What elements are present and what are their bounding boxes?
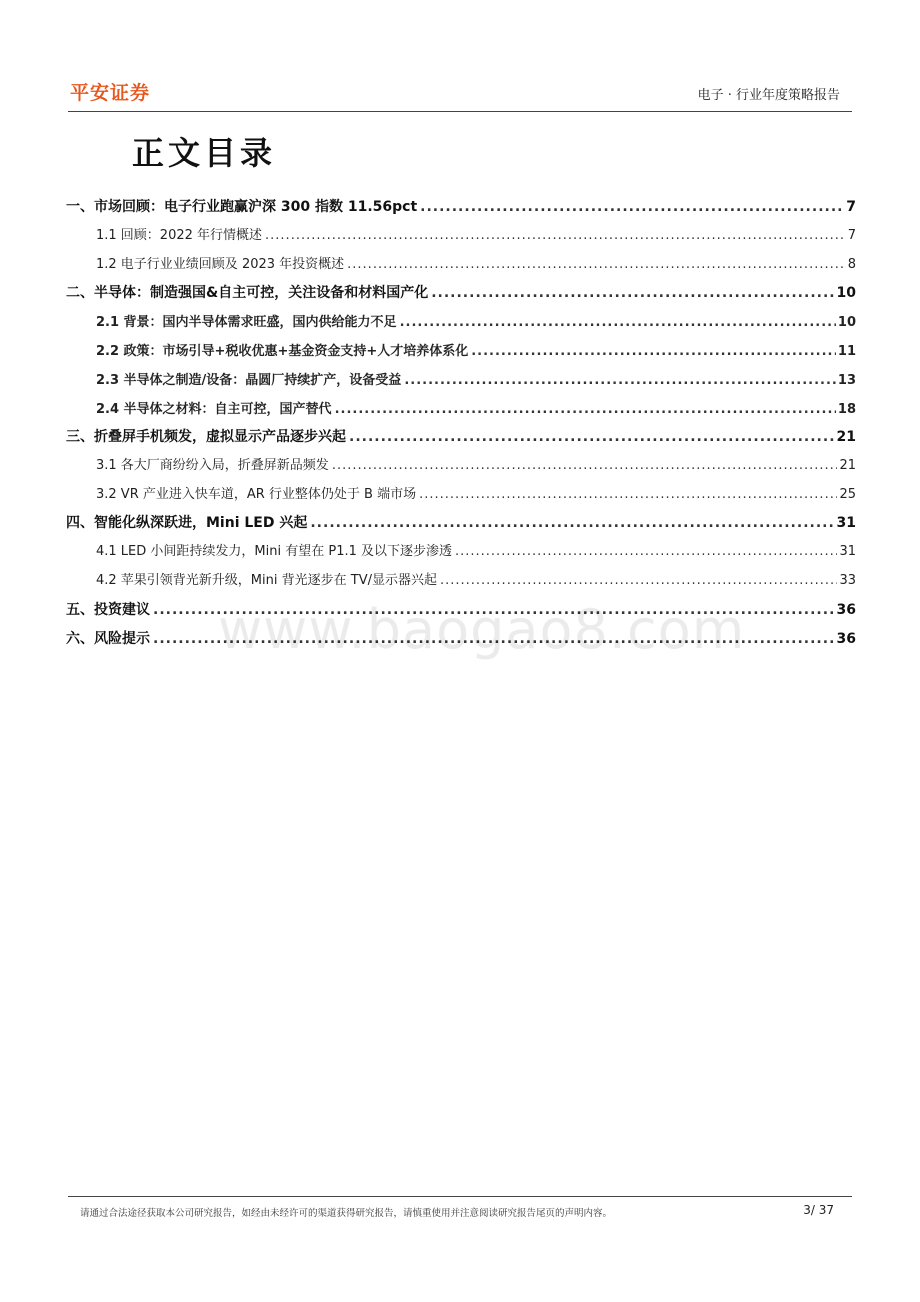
toc-entry-title: 4.1 LED 小间距持续发力，Mini 有望在 P1.1 及以下逐步渗透 <box>96 544 452 559</box>
toc-entry[interactable] <box>96 369 856 393</box>
toc-entry-title: 五、投资建议 <box>66 602 150 618</box>
toc-entry-title: 二、半导体：制造强国&自主可控，关注设备和材料国产化 <box>66 285 429 301</box>
toc-entry-title: 2.2 政策：市场引导+税收优惠+基金资金支持+人才培养体系化 <box>96 344 469 359</box>
toc-entry[interactable] <box>66 195 856 219</box>
toc-dot-leader <box>265 224 846 248</box>
toc-dot-leader <box>347 253 846 277</box>
toc-entry-page: 36 <box>836 631 856 647</box>
toc-entry[interactable] <box>96 569 856 593</box>
toc-dot-leader <box>349 425 835 449</box>
toc-entry[interactable] <box>66 281 856 305</box>
toc-entry-title: 1.2 电子行业业绩回顾及 2023 年投资概述 <box>96 257 345 272</box>
toc-entry-page: 33 <box>839 573 856 588</box>
toc-dot-leader <box>400 311 836 335</box>
toc-entry[interactable] <box>96 224 856 248</box>
toc-entry-page: 31 <box>839 544 856 559</box>
footer-disclaimer: 请通过合法途径获取本公司研究报告，如经由未经许可的渠道获得研究报告，请慎重使用并注意阅读研究报告尾页的声明内容。 <box>80 1208 613 1219</box>
toc-entry[interactable] <box>96 253 856 277</box>
toc-entry[interactable] <box>66 425 856 449</box>
watermark: www.baogao8.com <box>218 598 746 661</box>
toc-entry[interactable] <box>96 483 856 507</box>
toc-entry-page: 8 <box>847 257 856 272</box>
toc-entry-page: 10 <box>837 315 856 330</box>
toc-entry-title: 2.1 背景：国内半导体需求旺盛，国内供给能力不足 <box>96 315 397 330</box>
toc-entry[interactable] <box>96 454 856 478</box>
toc-entry-page: 13 <box>837 373 856 388</box>
toc-entry-title: 三、折叠屏手机频发，虚拟显示产品逐步兴起 <box>66 429 346 445</box>
toc-entry[interactable] <box>96 340 856 364</box>
toc-entry[interactable] <box>96 398 856 422</box>
page-title: 正文目录 <box>132 134 277 172</box>
toc-entry-page: 11 <box>837 344 856 359</box>
report-type: 电子 · 行业年度策略报告 <box>697 88 840 103</box>
toc-dot-leader <box>455 540 837 564</box>
toc-dot-leader <box>332 454 838 478</box>
page-number: 3/ 37 <box>803 1203 834 1217</box>
toc-dot-leader <box>431 281 834 305</box>
toc-entry-title: 2.4 半导体之材料：自主可控，国产替代 <box>96 402 332 417</box>
toc-dot-leader <box>310 511 834 535</box>
toc-entry-title: 六、风险提示 <box>66 631 150 647</box>
toc-dot-leader <box>420 195 844 219</box>
toc-entry-page: 18 <box>837 402 856 417</box>
toc-entry-title: 一、市场回顾：电子行业跑赢沪深 300 指数 11.56pct <box>66 199 418 215</box>
toc-entry-title: 4.2 苹果引领背光新升级，Mini 背光逐步在 TV/显示器兴起 <box>96 573 437 588</box>
header-divider <box>68 111 852 112</box>
toc-entry-title: 3.2 VR 产业进入快车道，AR 行业整体仍处于 B 端市场 <box>96 487 417 502</box>
toc-entry-page: 25 <box>839 487 856 502</box>
toc-entry-title: 3.1 各大厂商纷纷入局，折叠屏新品频发 <box>96 458 329 473</box>
toc-entry[interactable] <box>66 511 856 535</box>
toc-entry-page: 21 <box>836 429 856 445</box>
toc-entry-page: 36 <box>836 602 856 618</box>
toc-dot-leader <box>335 398 836 422</box>
toc-entry-title: 2.3 半导体之制造/设备：晶圆厂持续扩产，设备受益 <box>96 373 402 388</box>
toc-entry-page: 31 <box>836 515 856 531</box>
toc-entry-title: 1.1 回顾：2022 年行情概述 <box>96 228 263 243</box>
toc-entry-title: 四、智能化纵深跃进，Mini LED 兴起 <box>66 515 308 531</box>
toc-dot-leader <box>471 340 836 364</box>
toc-entry-page: 21 <box>839 458 856 473</box>
toc-entry-page: 7 <box>847 228 856 243</box>
footer-divider <box>68 1196 852 1197</box>
toc-dot-leader <box>419 483 837 507</box>
toc-dot-leader <box>440 569 837 593</box>
toc-entry-page: 10 <box>836 285 856 301</box>
company-logo: 平安证券 <box>70 82 151 104</box>
toc-entry[interactable] <box>96 540 856 564</box>
toc-entry-page: 7 <box>846 199 856 215</box>
toc-dot-leader <box>404 369 836 393</box>
toc-entry[interactable] <box>96 311 856 335</box>
